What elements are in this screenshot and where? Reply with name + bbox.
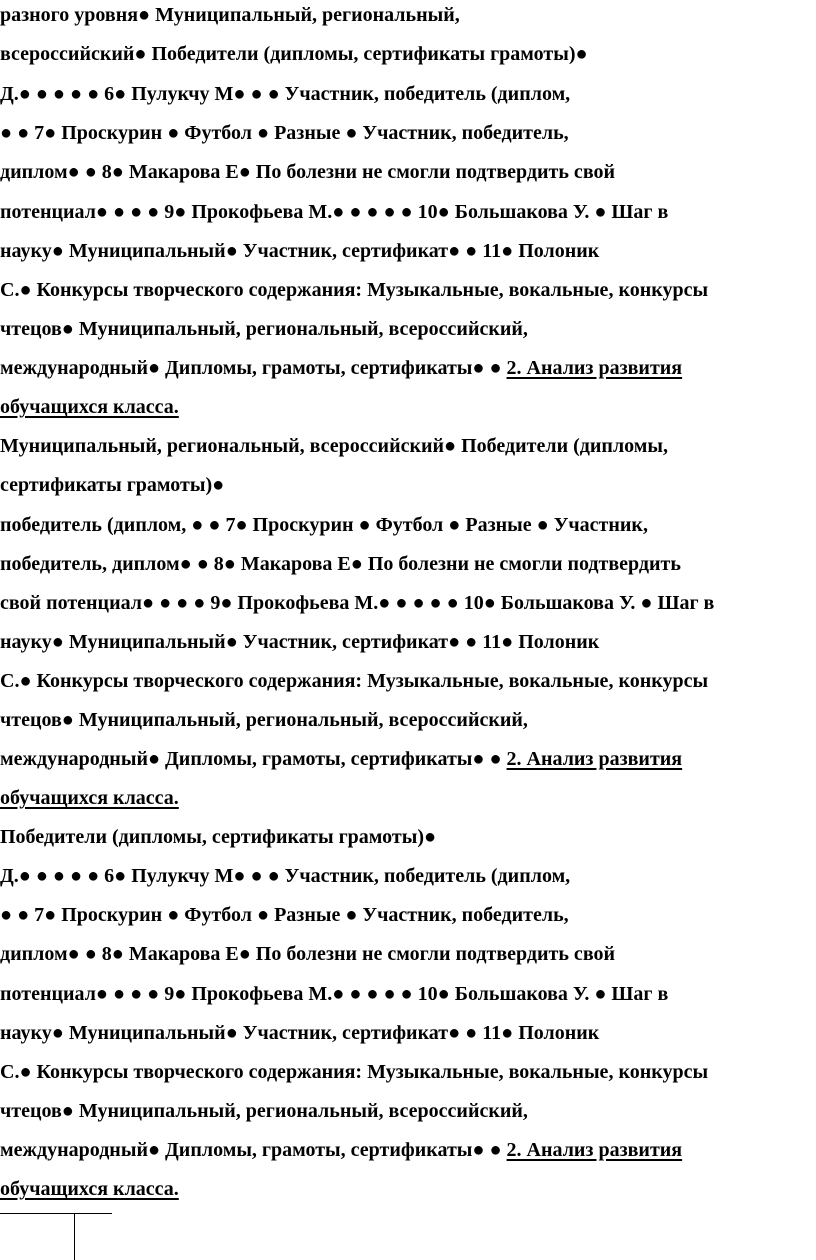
text-line: Победители (дипломы, сертификаты грамоты)● — [0, 826, 437, 848]
text-line: науку● Муниципальный● Участник, сертификат● ● 11● Полоник — [0, 240, 600, 262]
text-line: Д.● ● ● ● ● 6● Пулукчу М● ● ● Участник, победитель (диплом, — [0, 83, 571, 105]
section-heading: обучащихся класса. — [0, 1178, 179, 1200]
section-heading: обучащихся класса. — [0, 787, 179, 809]
text-fragment: международный● Дипломы, грамоты, сертификаты● ● — [0, 748, 507, 770]
text-line: Д.● ● ● ● ● 6● Пулукчу М● ● ● Участник, победитель (диплом, — [0, 865, 571, 887]
text-line: диплом● ● 8● Макарова Е● По болезни не смогли подтвердить свой — [0, 943, 615, 965]
text-line: диплом● ● 8● Макарова Е● По болезни не смогли подтвердить свой — [0, 161, 615, 183]
text-line: сертификаты грамоты)● — [0, 474, 225, 496]
text-line: науку● Муниципальный● Участник, сертификат● ● 11● Полоник — [0, 1022, 600, 1044]
section-heading: 2. Анализ развития — [506, 357, 683, 379]
section-heading: 2. Анализ развития — [506, 748, 683, 770]
text-line: потенциал● ● ● ● 9● Прокофьева М.● ● ● ● ● 10● Большакова У. ● Шаг в — [0, 201, 669, 223]
text-fragment: международный● Дипломы, грамоты, сертификаты● ● — [0, 1139, 507, 1161]
text-line — [0, 747, 682, 771]
text-line: ● ● 7● Проскурин ● Футбол ● Разные ● Участник, победитель, — [0, 904, 569, 926]
text-line: С.● Конкурсы творческого содержания: Музыкальные, вокальные, конкурсы — [0, 670, 709, 692]
text-line: свой потенциал● ● ● ● 9● Прокофьева М.● ● ● ● ● 10● Большакова У. ● Шаг в — [0, 592, 715, 614]
text-fragment: международный● Дипломы, грамоты, сертификаты● ● — [0, 357, 507, 379]
text-line: победитель, диплом● ● 8● Макарова Е● По болезни не смогли подтвердить — [0, 553, 681, 575]
section-heading: 2. Анализ развития — [506, 1139, 683, 1161]
text-line: победитель (диплом, ● ● 7● Проскурин ● Футбол ● Разные ● Участник, — [0, 514, 648, 536]
text-line: науку● Муниципальный● Участник, сертификат● ● 11● Полоник — [0, 631, 600, 653]
text-line: чтецов● Муниципальный, региональный, всероссийский, — [0, 1100, 528, 1122]
text-line: ● ● 7● Проскурин ● Футбол ● Разные ● Участник, победитель, — [0, 122, 569, 144]
text-line: чтецов● Муниципальный, региональный, всероссийский, — [0, 709, 528, 731]
table-fragment — [0, 1213, 112, 1260]
text-line — [0, 1138, 682, 1162]
text-line: С.● Конкурсы творческого содержания: Музыкальные, вокальные, конкурсы — [0, 279, 709, 301]
table-cell-divider — [74, 1214, 75, 1260]
text-line: всероссийский● Победители (дипломы, сертификаты грамоты)● — [0, 43, 588, 65]
section-heading: обучащихся класса. — [0, 396, 179, 418]
text-line: потенциал● ● ● ● 9● Прокофьева М.● ● ● ● ● 10● Большакова У. ● Шаг в — [0, 983, 669, 1005]
text-line — [0, 356, 682, 380]
text-line: С.● Конкурсы творческого содержания: Музыкальные, вокальные, конкурсы — [0, 1061, 709, 1083]
text-line: Муниципальный, региональный, всероссийский● Победители (дипломы, — [0, 435, 669, 457]
text-line: чтецов● Муниципальный, региональный, всероссийский, — [0, 318, 528, 340]
text-line: разного уровня● Муниципальный, региональный, — [0, 4, 460, 26]
